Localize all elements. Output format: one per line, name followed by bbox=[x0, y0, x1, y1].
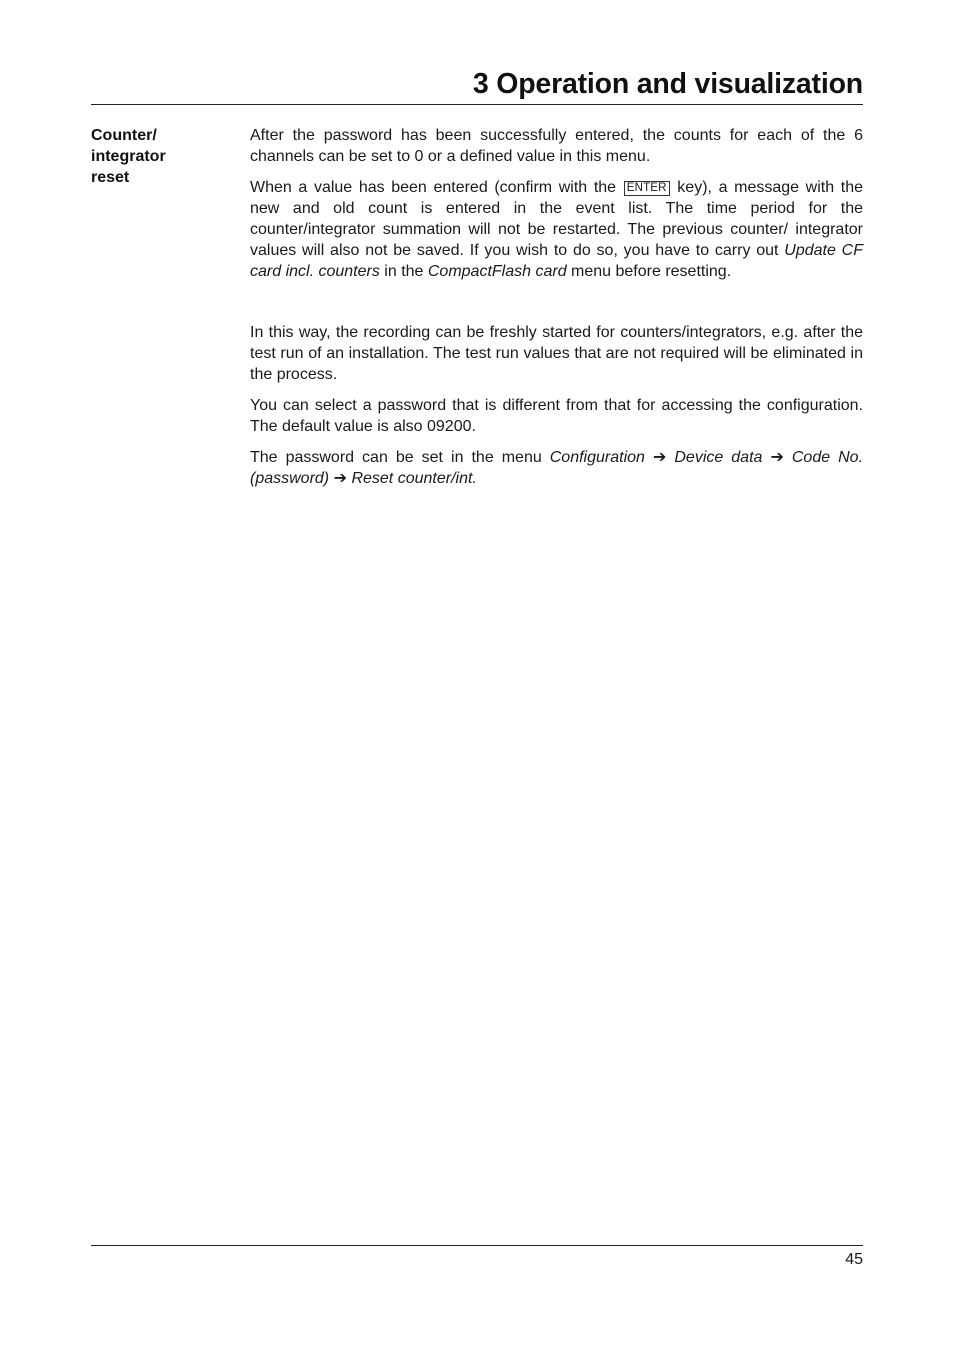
body-column bbox=[250, 125, 863, 499]
header-rule bbox=[91, 104, 863, 105]
paragraph-2-text-c: in the bbox=[379, 263, 428, 280]
paragraph-2-text-a: When a value has been entered (confirm with the bbox=[250, 179, 623, 196]
menu-ref-update-cf: Update CF card incl. counters bbox=[250, 242, 863, 280]
arrow-right-icon: ➔ bbox=[652, 449, 667, 466]
menu-ref-compactflash: CompactFlash card bbox=[427, 263, 567, 280]
section-heading bbox=[91, 125, 231, 188]
page-number: 45 bbox=[845, 1251, 863, 1268]
paragraph-3: In this way, the recording can be freshly started for counters/integrators, e.g. after the test run of an installation. The test run values that are not required will be eliminated in the process. bbox=[250, 324, 863, 383]
menu-path-reset-counter: Reset counter/int. bbox=[351, 470, 477, 487]
enter-key-symbol: ENTER bbox=[624, 181, 670, 196]
section-heading-line-2: integrator bbox=[91, 148, 166, 165]
arrow-right-icon: ➔ bbox=[333, 470, 347, 487]
section-heading-line-1: Counter/ bbox=[91, 127, 157, 144]
paragraph-2-text-b: key), a message with the new and old count is entered in the event list. The time period for the counter/integrator summation will not be restarted. The previous counter/ integrator values will also not be saved. If you wish to do so, you have to carry out bbox=[250, 179, 863, 259]
arrow-right-icon: ➔ bbox=[770, 449, 784, 466]
menu-path-device-data: Device data bbox=[674, 449, 763, 466]
menu-path-configuration: Configuration bbox=[549, 449, 645, 466]
page-header-title: 3 Operation and visualization bbox=[472, 68, 863, 100]
paragraph-1: After the password has been successfully entered, the counts for each of the 6 channels can be set to 0 or a defined value in this menu. bbox=[250, 127, 863, 165]
section-heading-line-3: reset bbox=[91, 169, 130, 186]
menu-path-code-no: Code No. (password) bbox=[250, 449, 864, 487]
paragraph-4: You can select a password that is different from that for accessing the configuration. The default value is also 09200. bbox=[250, 397, 863, 435]
paragraph-5 bbox=[250, 447, 863, 489]
paragraph-2-text-d: menu before resetting. bbox=[566, 263, 732, 280]
footer-rule bbox=[91, 1245, 863, 1246]
paragraph-5-text-a: The password can be set in the menu bbox=[250, 449, 550, 466]
paragraph-2 bbox=[250, 177, 863, 282]
